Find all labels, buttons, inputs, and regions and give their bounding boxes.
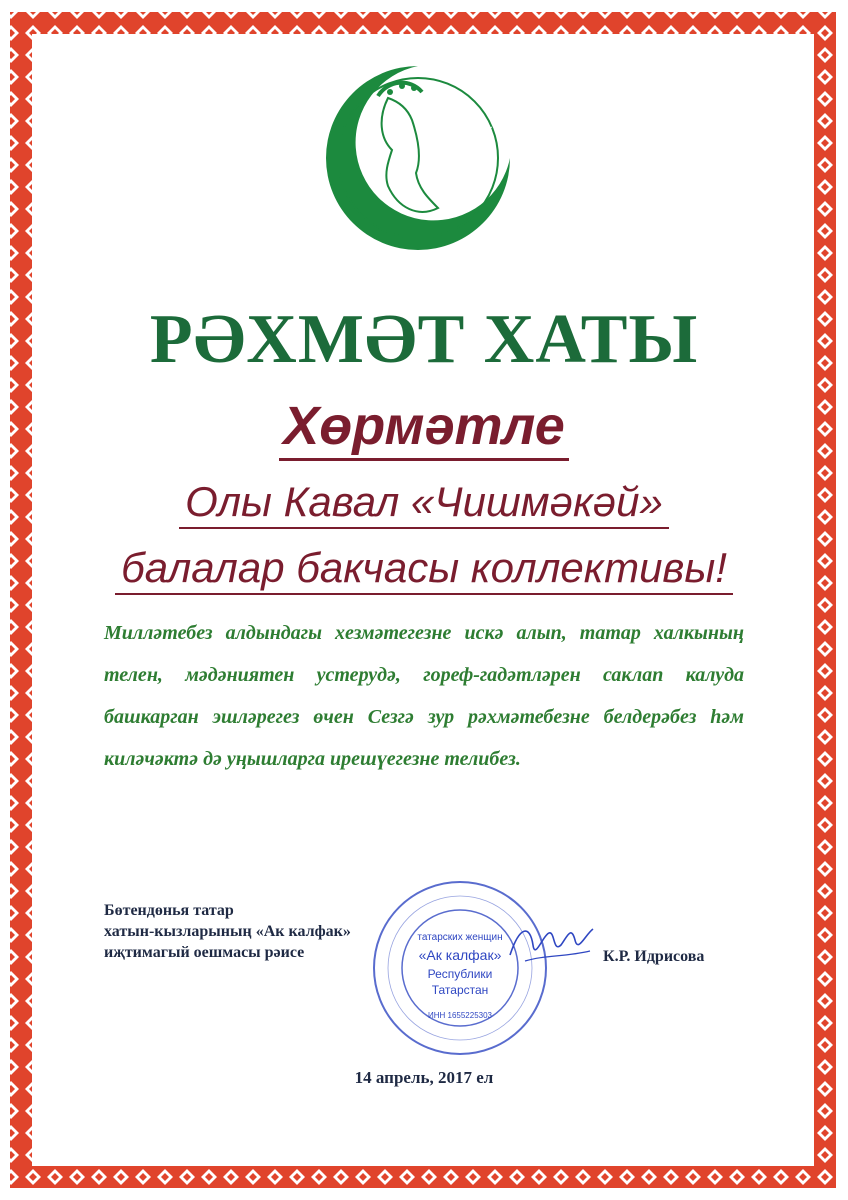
stamp-line-3: Республики (427, 967, 493, 981)
signature-block (104, 900, 351, 963)
greeting-text: Хөрмәтле (279, 396, 568, 461)
handwritten-signature (505, 915, 600, 975)
stamp-line-2: «Ак калфак» (418, 947, 502, 963)
greeting (0, 395, 848, 457)
document-date: 14 апрель, 2017 ел (354, 1068, 494, 1087)
stamp-line-1: татарских женщин (417, 932, 503, 943)
signature-line-3: иҗтимагый оешмасы рәисе (104, 944, 305, 961)
stamp-inn: ИНН 1655225303 (427, 1011, 493, 1020)
organization-logo (318, 58, 518, 258)
signature-line-1: Бөтендөнья татар (104, 902, 234, 919)
recipient-line-1-text: Олы Кавал «Чишмәкәй» (179, 478, 669, 529)
body-text: Милләтебез алдындагы хезмәтегезне искә алып, татар халкының телен, мәдәниятен устерудә, гореф-гадәтләрен саклап калуда башкарган эшләрегез өчен Сезгә зур рәхмәтебезне белдерәбез һәм киләчәктә дә уңышларга ирешүегезне телибез. (104, 622, 744, 770)
signer-name: К.Р. Идрисова (603, 948, 705, 965)
recipient-line-2 (0, 544, 848, 592)
recipient-line-2-text: балалар бакчасы коллективы! (115, 544, 733, 595)
recipient-line-1 (0, 478, 848, 526)
logo-brand-text: Ак калфак (422, 115, 497, 198)
stamp-line-4: Татарстан (431, 983, 489, 997)
signature-line-2: хатын-кызларының «Ак калфак» (104, 923, 351, 940)
page-title: РӘХМӘТ ХАТЫ (149, 301, 699, 378)
